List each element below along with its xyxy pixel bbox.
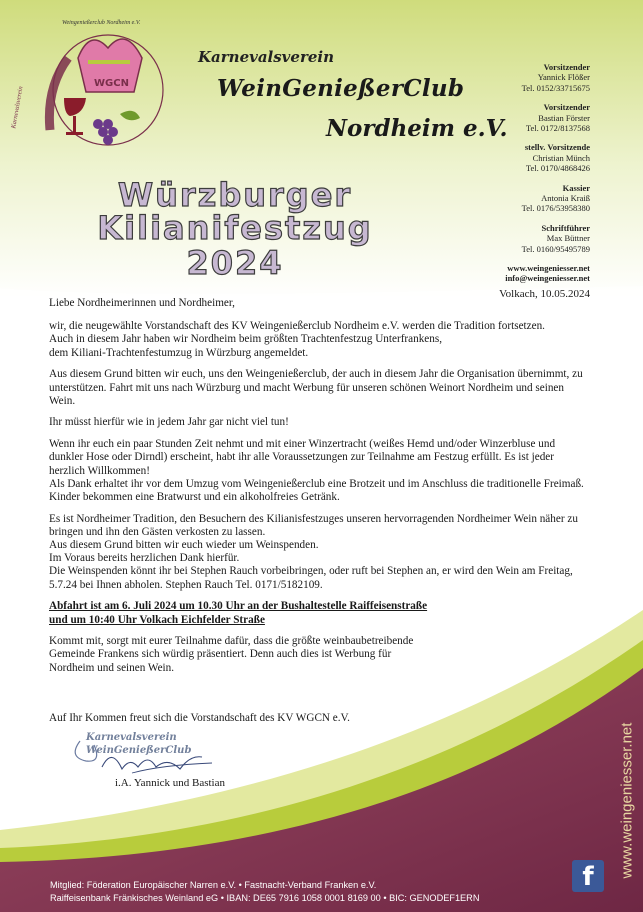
board-role: Vorsitzender bbox=[543, 62, 590, 72]
board-role: Kassier bbox=[562, 182, 590, 193]
paragraph: Kommt mit, sorgt mit eurer Teilnahme dafür, dass die größte weinbaubetreibende Gemeinde Frankens sich würdig präsentiert. Denn auch dies ist Werbung für Nordheim und seinen Wein. bbox=[49, 635, 414, 674]
board-name: Christian Münch bbox=[532, 152, 590, 163]
club-name: WeinGenießerClub bbox=[217, 75, 465, 102]
board-tel: Tel. 0170/4868426 bbox=[525, 163, 590, 174]
board-member bbox=[480, 183, 590, 214]
board-list bbox=[480, 62, 590, 263]
side-website-text: www.weingeniesser.net bbox=[618, 722, 636, 879]
club-logo bbox=[30, 18, 180, 168]
paragraph: wir, die neugewählte Vorstandschaft des KV Weingenießerclub Nordheim e.V. werden die Tradition fortsetzen. Auch in diesem Jahr haben wir Nordheim beim größten Trachtenfestzug Unterfrankens, dem Kiliani-Trachtenfestumzug in Würzburg angemeldet. bbox=[49, 320, 545, 359]
email-link[interactable]: info@weingeniesser.net bbox=[505, 273, 590, 284]
signature-stamp bbox=[72, 727, 222, 775]
board-name: Antonia Kraiß bbox=[541, 193, 590, 204]
footer bbox=[50, 879, 479, 905]
letter-date: Volkach, 10.05.2024 bbox=[499, 288, 590, 300]
footer-bank: Raiffeisenbank Fränkisches Weinland eG • IBAN: DE65 7916 1058 0001 8169 00 • BIC: GENODEF1ERN bbox=[50, 893, 480, 903]
closing-line: Auf Ihr Kommen freut sich die Vorstandschaft des KV WGCN e.V. bbox=[49, 712, 350, 724]
title-line2: Kilianifestzug bbox=[97, 209, 373, 247]
board-role: Vorsitzender bbox=[543, 102, 590, 113]
stamp-text: Karnevalsverein WeinGenießerClub bbox=[86, 732, 192, 756]
contact-block bbox=[470, 263, 590, 284]
board-name: Bastian Förster bbox=[538, 112, 590, 123]
club-city: Nordheim e.V. bbox=[326, 115, 508, 142]
salutation: Liebe Nordheimerinnen und Nordheimer, bbox=[49, 297, 235, 309]
board-member bbox=[480, 142, 590, 173]
board-member bbox=[480, 223, 590, 254]
logo-hat-text: WGCN bbox=[94, 78, 129, 89]
letter-body bbox=[49, 297, 589, 683]
paragraph: Es ist Nordheimer Tradition, den Besuchern des Kilianisfestzuges unseren hervorragenden Nordheimer Wein näher zu bringen und ihn den Gästen verkosten zu lassen. Aus diesem Grund bitten wir euch wieder um Weinspenden. Im Voraus bereits herzlichen Dank hierfür. Die Weinspenden könnt ihr bei Stephen Rauch vorbeibringen, oder ruft bei Stephen an, er wird den Wein am Freitag, 5.7.24 bei Ihnen abholen. Stephen Rauch Tel. 0171/5182109. bbox=[49, 512, 578, 591]
footer-membership: Mitglied: Föderation Europäischer Narren e.V. • Fastnacht-Verband Franken e.V. bbox=[50, 880, 377, 890]
departure-info: Abfahrt ist am 6. Juli 2024 um 10.30 Uhr an der Bushaltestelle Raiffeisenstraße und um 10:40 Uhr Volkach Eichfelder Straße bbox=[49, 600, 428, 626]
title-line3: 2024 bbox=[186, 244, 284, 282]
paragraph: Aus diesem Grund bitten wir euch, uns den Weingenießerclub, der auch in diesem Jahr die Organisation übernimmt, zu unterstützen. Fahrt mit uns nach Würzburg und macht Werbung für unseren schönen Weinort Nordheim und seinen Wein. bbox=[49, 368, 583, 407]
board-tel: Tel. 0172/8137568 bbox=[525, 123, 590, 134]
paragraph: Wenn ihr euch ein paar Stunden Zeit nehmt und mit einer Winzertracht (weißes Hemd und/oder Winzerbluse und dunkler Hose oder Dirndl) erscheint, habt ihr alle Voraussetzungen zur Teilnahme am Festzug erfüllt. Es ist jeder herzlich Willkommen! Als Dank erhaltet ihr vor dem Umzug vom Weingenießerclub eine Brotzeit und im Anschluss die traditionelle Freimaß. Kinder bekommen eine Bratwurst und ein alkoholfreies Getränk. bbox=[49, 438, 584, 503]
board-tel: Tel. 0176/53958380 bbox=[521, 203, 590, 214]
logo-side-text: Karnevalsverein bbox=[10, 85, 25, 130]
facebook-icon[interactable]: f bbox=[572, 860, 604, 892]
club-line1: Karnevalsverein bbox=[198, 48, 334, 66]
paragraph: Ihr müsst hierfür wie in jedem Jahr gar nicht viel tun! bbox=[49, 416, 289, 429]
board-role: stellv. Vorsitzende bbox=[524, 142, 590, 153]
website-link[interactable]: www.weingeniesser.net bbox=[507, 263, 590, 273]
board-tel: Tel. 0152/33715675 bbox=[521, 82, 590, 93]
signature-scribble bbox=[72, 727, 222, 775]
board-name: Max Büttner bbox=[546, 233, 590, 244]
signed-by: i.A. Yannick und Bastian bbox=[115, 777, 225, 789]
board-member bbox=[480, 62, 590, 93]
board-member bbox=[480, 102, 590, 133]
board-name: Yannick Flößer bbox=[537, 72, 590, 83]
board-tel: Tel. 0160/95495789 bbox=[521, 243, 590, 254]
board-role: Schriftführer bbox=[541, 222, 590, 233]
side-website bbox=[612, 722, 636, 879]
title-line1: Würzburger bbox=[117, 176, 353, 214]
logo-ring-text: Weingenießerclub Nordheim e.V. bbox=[62, 20, 141, 26]
